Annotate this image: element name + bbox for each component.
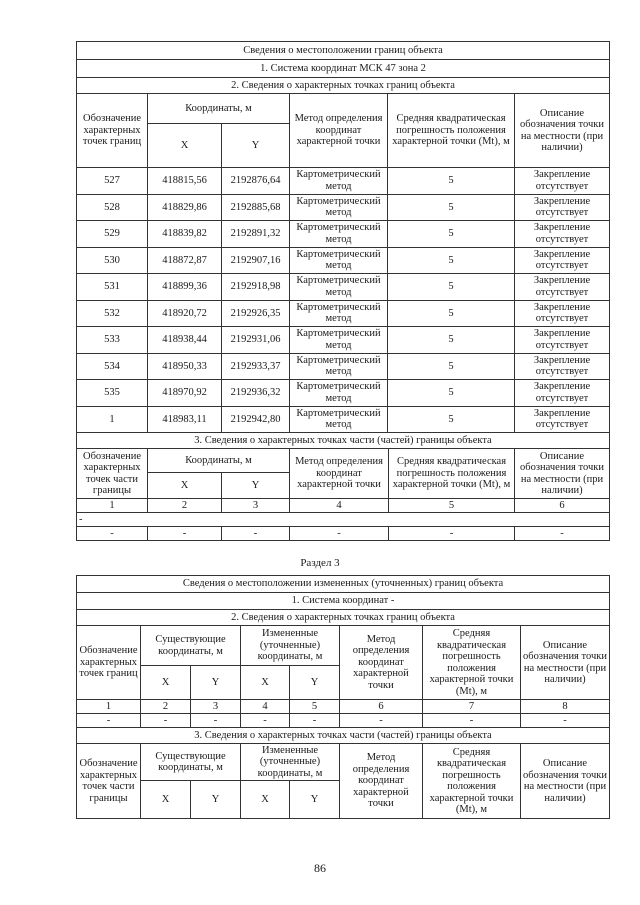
- error: 5: [388, 194, 515, 221]
- section-heading: 2. Сведения о характерных точках границ объекта: [77, 610, 610, 626]
- coord-x: 418983,11: [148, 406, 222, 433]
- page-number: 86: [314, 861, 326, 875]
- method: Картометрический метод: [290, 380, 388, 407]
- col-number: 3: [191, 700, 241, 714]
- coord-x: 418950,33: [148, 353, 222, 380]
- col-header-y: Y: [191, 666, 241, 700]
- description: Закрепление отсутствует: [515, 247, 610, 274]
- point-number: 1: [77, 406, 148, 433]
- col-header-part-coords: Координаты, м: [148, 449, 290, 473]
- col-header-method: Метод определения координат характерной точки: [340, 626, 423, 700]
- col-number: 4: [290, 499, 389, 513]
- table-title: Сведения о местоположении границ объекта: [77, 42, 610, 60]
- col-header-part-description: Описание обозначения точки на местности (при наличии): [521, 744, 610, 819]
- error: 5: [388, 274, 515, 301]
- coord-y: 2192876,64: [222, 168, 290, 195]
- coord-x: 418872,87: [148, 247, 222, 274]
- coord-y: 2192942,80: [222, 406, 290, 433]
- point-number: 527: [77, 168, 148, 195]
- description: Закрепление отсутствует: [515, 168, 610, 195]
- col-header-part-method: Метод определения координат характерной точки: [340, 744, 423, 819]
- coord-y: 2192931,06: [222, 327, 290, 354]
- dash-cell: -: [290, 714, 340, 728]
- dash-cell: -: [340, 714, 423, 728]
- col-number: 1: [77, 700, 141, 714]
- table-row: [77, 380, 610, 407]
- point-number: 528: [77, 194, 148, 221]
- col-header-part-y: Y: [222, 473, 290, 499]
- col-number: 5: [290, 700, 340, 714]
- coord-y: 2192918,98: [222, 274, 290, 301]
- col-header-part-point: Обозначение характерных точек части границы: [77, 449, 148, 499]
- error: 5: [388, 380, 515, 407]
- col-header-y: Y: [290, 666, 340, 700]
- description: Закрепление отсутствует: [515, 194, 610, 221]
- method: Картометрический метод: [290, 406, 388, 433]
- dash-cell: -: [77, 714, 141, 728]
- col-number: 2: [141, 700, 191, 714]
- coord-y: 2192926,35: [222, 300, 290, 327]
- point-number: 534: [77, 353, 148, 380]
- error: 5: [388, 353, 515, 380]
- col-number: 5: [389, 499, 515, 513]
- section-heading: 3. Сведения о характерных точках части (частей) границы объекта: [77, 728, 610, 744]
- coord-y: 2192936,32: [222, 380, 290, 407]
- col-header-part-x: X: [148, 473, 222, 499]
- method: Картометрический метод: [290, 168, 388, 195]
- table-row: [77, 221, 610, 248]
- coord-y: 2192891,32: [222, 221, 290, 248]
- col-header-y: Y: [290, 781, 340, 819]
- boundary-location-table: [76, 41, 610, 541]
- col-header-part-description: Описание обозначения точки на местности (при наличии): [515, 449, 610, 499]
- point-number: 529: [77, 221, 148, 248]
- table-row: [77, 353, 610, 380]
- col-header-point: Обозначение характерных точек границ: [77, 626, 141, 700]
- changed-boundary-table: [76, 575, 610, 819]
- part-dash-row: -: [77, 513, 610, 527]
- method: Картометрический метод: [290, 194, 388, 221]
- coord-y: 2192885,68: [222, 194, 290, 221]
- error: 5: [388, 221, 515, 248]
- col-header-part-error: Средняя квадратическая погрешность положения характерной точки (Mt), м: [389, 449, 515, 499]
- description: Закрепление отсутствует: [515, 380, 610, 407]
- error: 5: [388, 247, 515, 274]
- col-header-existing: Существующие координаты, м: [141, 626, 241, 666]
- col-header-point: Обозначение характерных точек границ: [77, 94, 148, 168]
- method: Картометрический метод: [290, 221, 388, 248]
- error: 5: [388, 168, 515, 195]
- dash-cell: -: [141, 714, 191, 728]
- col-header-x: X: [148, 124, 222, 168]
- dash-cell: -: [191, 714, 241, 728]
- coord-x: 418920,72: [148, 300, 222, 327]
- dash-cell: -: [222, 527, 290, 541]
- col-header-x: X: [141, 781, 191, 819]
- col-header-y: Y: [191, 781, 241, 819]
- col-header-description: Описание обозначения точки на местности (при наличии): [515, 94, 610, 168]
- col-header-x: X: [141, 666, 191, 700]
- table-row: [77, 300, 610, 327]
- dash-cell: -: [290, 527, 389, 541]
- col-header-part-point: Обозначение характерных точек части границы: [77, 744, 141, 819]
- section-heading: 2. Сведения о характерных точках границ объекта: [77, 78, 610, 94]
- col-number: 7: [423, 700, 521, 714]
- point-number: 532: [77, 300, 148, 327]
- method: Картометрический метод: [290, 327, 388, 354]
- error: 5: [388, 327, 515, 354]
- error: 5: [388, 406, 515, 433]
- col-number: 6: [515, 499, 610, 513]
- col-number: 3: [222, 499, 290, 513]
- dash-cell: -: [515, 527, 610, 541]
- table-row: [77, 406, 610, 433]
- method: Картометрический метод: [290, 300, 388, 327]
- col-number: 1: [77, 499, 148, 513]
- col-header-changed: Измененные (уточненные) координаты, м: [241, 626, 340, 666]
- description: Закрепление отсутствует: [515, 406, 610, 433]
- table-title: Сведения о местоположении измененных (уточненных) границ объекта: [77, 576, 610, 593]
- point-number: 533: [77, 327, 148, 354]
- description: Закрепление отсутствует: [515, 353, 610, 380]
- point-number: 535: [77, 380, 148, 407]
- description: Закрепление отсутствует: [515, 274, 610, 301]
- point-number: 530: [77, 247, 148, 274]
- coordinate-system: 1. Система координат МСК 47 зона 2: [77, 60, 610, 78]
- dash-cell: -: [148, 527, 222, 541]
- col-header-method: Метод определения координат характерной точки: [290, 94, 388, 168]
- col-header-error: Средняя квадратическая погрешность положения характерной точки (Mt), м: [423, 626, 521, 700]
- table-row: [77, 194, 610, 221]
- method: Картометрический метод: [290, 274, 388, 301]
- col-header-part-error: Средняя квадратическая погрешность положения характерной точки (Mt), м: [423, 744, 521, 819]
- col-number: 6: [340, 700, 423, 714]
- col-header-x: X: [241, 666, 290, 700]
- coord-y: 2192907,16: [222, 247, 290, 274]
- coordinate-system: 1. Система координат -: [77, 593, 610, 610]
- method: Картометрический метод: [290, 247, 388, 274]
- table-row: [77, 274, 610, 301]
- description: Закрепление отсутствует: [515, 221, 610, 248]
- col-header-x: X: [241, 781, 290, 819]
- section-label: Раздел 3: [300, 557, 340, 569]
- method: Картометрический метод: [290, 353, 388, 380]
- col-header-part-method: Метод определения координат характерной точки: [290, 449, 389, 499]
- col-number: 8: [521, 700, 610, 714]
- col-header-y: Y: [222, 124, 290, 168]
- col-header-coords: Координаты, м: [148, 94, 290, 124]
- coord-y: 2192933,37: [222, 353, 290, 380]
- coord-x: 418829,86: [148, 194, 222, 221]
- point-number: 531: [77, 274, 148, 301]
- col-header-part-changed: Измененные (уточненные) координаты, м: [241, 744, 340, 781]
- description: Закрепление отсутствует: [515, 327, 610, 354]
- coord-x: 418815,56: [148, 168, 222, 195]
- col-header-description: Описание обозначения точки на местности (при наличии): [521, 626, 610, 700]
- table-row: [77, 327, 610, 354]
- error: 5: [388, 300, 515, 327]
- col-number: 4: [241, 700, 290, 714]
- coord-x: 418938,44: [148, 327, 222, 354]
- coord-x: 418970,92: [148, 380, 222, 407]
- dash-cell: -: [77, 527, 148, 541]
- description: Закрепление отсутствует: [515, 300, 610, 327]
- table-row: [77, 168, 610, 195]
- dash-cell: -: [423, 714, 521, 728]
- col-header-error: Средняя квадратическая погрешность положения характерной точки (Mt), м: [388, 94, 515, 168]
- dash-cell: -: [241, 714, 290, 728]
- dash-cell: -: [521, 714, 610, 728]
- col-number: 2: [148, 499, 222, 513]
- coord-x: 418839,82: [148, 221, 222, 248]
- col-header-part-existing: Существующие координаты, м: [141, 744, 241, 781]
- table-row: [77, 247, 610, 274]
- coord-x: 418899,36: [148, 274, 222, 301]
- section-heading: 3. Сведения о характерных точках части (частей) границы объекта: [77, 433, 610, 449]
- dash-cell: -: [389, 527, 515, 541]
